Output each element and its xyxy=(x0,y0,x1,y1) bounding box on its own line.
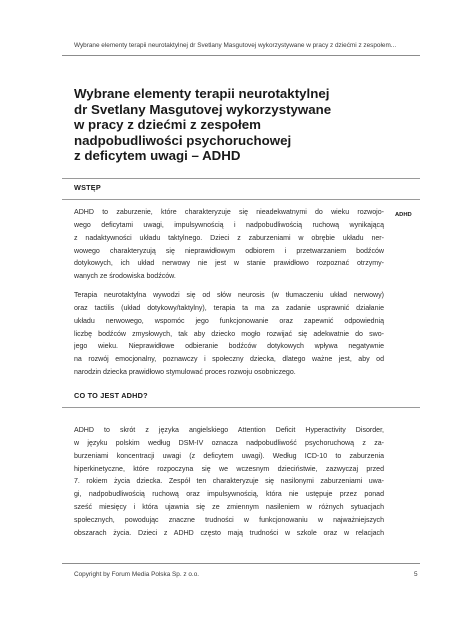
text-line: wanych ze środowiska bodźców. xyxy=(74,273,176,281)
paragraph-adhd-definition xyxy=(74,425,384,541)
text-line: oraz tactilis (układ dotykowy/taktylny), terapia ta ma za zadanie usprawnić działanie xyxy=(74,304,384,312)
text-line: hiperkinetyczne, które rozpoczyna się we wczesnym dzieciństwie, zazwyczaj przed xyxy=(74,465,384,473)
text-line: w języku polskim według DSM-IV oznacza nadpobudliwość psychoruchową z za- xyxy=(74,439,384,447)
footer-rule xyxy=(62,563,420,564)
article-title-line: Wybrane elementy terapii neurotaktylnej xyxy=(74,86,330,101)
article-title-line: w pracy z dziećmi z zespołem xyxy=(74,117,261,132)
text-line: na rozwój emocjonalny, poznawczy i społeczny dziecka, dlatego ważne jest, aby od xyxy=(74,356,384,364)
text-line: ADHD to zaburzenie, które charakteryzuje się nieadekwatnymi do wieku rozwojo- xyxy=(74,209,384,216)
title-rule xyxy=(62,178,420,179)
article-title-line: z deficytem uwagi – ADHD xyxy=(74,148,241,163)
text-line: wowego charakteryzują się nieprawidłowym odbiorem i przetwarzaniem bodźców xyxy=(74,247,384,255)
margin-note-adhd: ADHD xyxy=(395,212,412,218)
text-line: liczbę bodźców zmysłowych, tak aby dziecko mogło rozwijać się adekwatnie do swo- xyxy=(74,330,384,338)
running-header: Wybrane elementy terapii neurotaktylnej dr Svetlany Masgutovej wykorzystywane w pracy z dziećmi z zespołem... xyxy=(74,42,397,49)
footer-copyright: Copyright by Forum Media Polska Sp. z o.o. xyxy=(74,571,200,578)
article-title-line: dr Svetlany Masgutovej wykorzystywane xyxy=(74,101,332,117)
section-heading-what-is-adhd: CO TO JEST ADHD? xyxy=(74,391,148,400)
text-line: Terapia neurotaktylna wywodzi się od słów neurosis (w tłumaczeniu układ nerwowy) xyxy=(74,292,384,299)
article-title xyxy=(74,86,374,164)
text-line: ADHD to skrót z języka angielskiego Attention Deficit Hyperactivity Disorder, xyxy=(74,427,384,434)
header-rule xyxy=(62,55,420,56)
paragraph-therapy xyxy=(74,290,384,380)
text-line: jego wieku. Nieprawidłowe odbieranie bodźców dotykowych wpływa negatywnie xyxy=(74,343,384,351)
text-line: burzeniami koncentracji uwagi (z deficytem uwagi). Według ICD-10 to zaburzenia xyxy=(74,452,384,460)
text-line: z nadaktywności układu taktylnego. Dzieci z zaburzeniami w obrębie układu ner- xyxy=(74,234,384,242)
text-line: gi, nadpobudliwością ruchową oraz impulsywnością, która nie ustępuje przez ponad xyxy=(74,491,384,499)
text-line: obszarach życia. Dzieci z ADHD często mają trudności w szkole oraz w relacjach xyxy=(74,529,384,537)
section-rule xyxy=(62,407,420,408)
paragraph-intro xyxy=(74,207,384,284)
page-number: 5 xyxy=(414,571,418,578)
section-rule xyxy=(62,199,420,200)
text-line: dotykowych, ich układ nerwowy nie jest w stanie prawidłowo rozpoznać otrzymy- xyxy=(74,260,384,268)
section-heading-wstep: WSTĘP xyxy=(74,183,101,192)
text-line: 7. rokiem życia dziecka. Zespół ten charakteryzuje się nasilonymi zaburzeniami uwa- xyxy=(74,478,384,486)
text-line: sześć miesięcy i która ujawnia się ze zmiennym nasileniem w różnych sytuacjach xyxy=(74,504,384,512)
article-title-line: nadpobudliwości psychoruchowej xyxy=(74,132,292,148)
text-line: wego deficytami uwagi, impulsywnością i nadpobudliwością ruchową wynikającą xyxy=(74,221,384,229)
text-line: narodzin dziecka prawidłowo stymulować proces rozwoju osobniczego. xyxy=(74,369,296,377)
text-line: społecznych, powodując znaczne trudności w funkcjonowaniu w najważniejszych xyxy=(74,516,384,524)
text-line: układu nerwowego, wspomóc jego funkcjonowanie oraz zapewnić odpowiednią xyxy=(74,317,384,325)
